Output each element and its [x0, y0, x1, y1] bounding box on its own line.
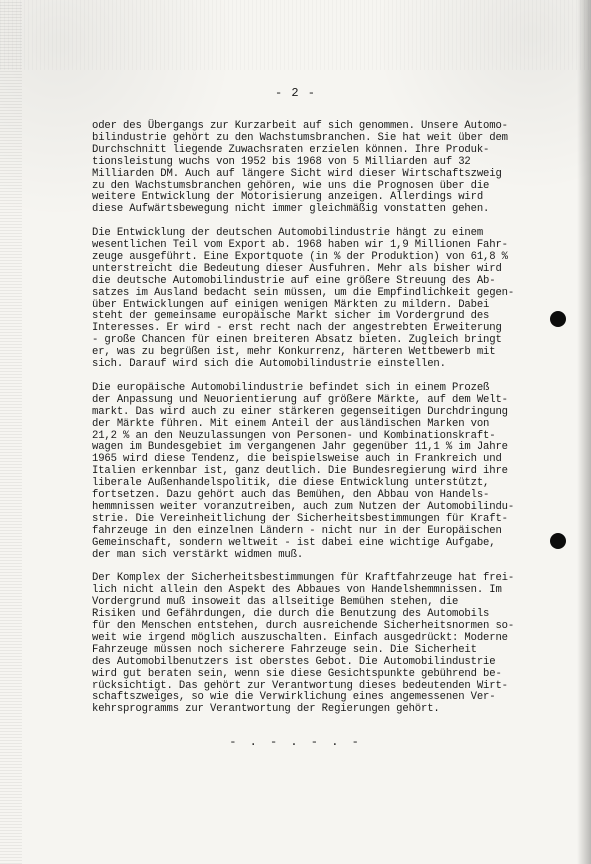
text-line: Gemeinschaft, sondern weltweit - ist dabei eine wichtige Aufgabe, [92, 536, 496, 549]
text-line: 21,2 % an den Neuzulassungen von Personen- und Kombinationskraft- [92, 429, 496, 442]
page-number: - 2 - [274, 86, 316, 100]
text-line: des Automobilbenutzers ist oberstes Gebot. Die Automobilindustrie [92, 655, 496, 668]
text-line: liberale Außenhandelspolitik, die diese Entwicklung unterstützt, [92, 477, 490, 490]
text-line: Fahrzeuge müssen noch sicherere Fahrzeuge sein. Die Sicherheit [92, 643, 477, 656]
text-line: Milliarden DM. Auch auf längere Sicht wird dieser Wirtschaftszweig [92, 167, 502, 180]
text-line: lich nicht allein den Aspekt des Abbaues von Handelshemmnissen. Im [92, 584, 502, 597]
text-line: wesentlichen Teil vom Export ab. 1968 haben wir 1,9 Millionen Fahr- [92, 239, 508, 252]
text-line: weitere Entwicklung der Motorisierung anzeigen. Allerdings wird [92, 191, 484, 204]
text-line: weit wie irgend möglich auszuschalten. Einfach ausgedrückt: Moderne [92, 631, 508, 644]
binder-hole-bottom [550, 533, 566, 549]
text-line: Der Komplex der Sicherheitsbestimmungen für Kraftfahrzeuge hat frei- [92, 572, 515, 585]
text-line: rücksichtigt. Das gehört zur Verantwortung dieses bedeutenden Wirt- [92, 679, 508, 692]
text-line: der Anpassung und Neuorientierung auf größere Märkte, auf dem Welt- [92, 393, 508, 406]
text-line: die deutsche Automobilindustrie auf eine größere Streuung des Ab- [92, 274, 496, 287]
paragraph-2 [92, 228, 540, 371]
text-line: 1965 wird diese Tendenz, die beispielsweise auch in Frankreich und [92, 453, 502, 466]
text-line: der Märkte führen. Mit einem Anteil der ausländischen Marken von [92, 417, 490, 430]
text-line: wird gut beraten sein, wenn sie diese Gesichtspunkte gebührend be- [92, 667, 502, 680]
text-line: unterstreicht die Bedeutung dieser Ausfuhren. Mehr als bisher wird [92, 262, 502, 275]
text-line: der man sich verstärkt widmen muß. [92, 548, 304, 561]
end-mark: - . - . - . - [229, 735, 362, 749]
text-line: oder des Übergangs zur Kurzarbeit auf sich genommen. Unsere Automo- [92, 120, 508, 132]
text-line: fortsetzen. Dazu gehört auch das Bemühen, den Abbau von Handels- [92, 489, 490, 502]
text-line: schaftszweiges, so wie die Verwirklichung eines angemessenen Ver- [92, 691, 496, 704]
scan-noise-top [0, 0, 591, 70]
text-line: Italien erkennbar ist, ganz deutlich. Die Bundesregierung wird ihre [92, 465, 508, 478]
text-line: markt. Das wird auch zu einer stärkeren gegenseitigen Durchdringung [92, 405, 508, 418]
text-line: Durchschnitt liegende Zuwachsraten erzielen können. Ihre Produk- [92, 143, 490, 156]
text-line: er, was zu begrüßen ist, mehr Konkurrenz, härteren Wettbewerb mit [92, 346, 496, 359]
text-line: Die europäische Automobilindustrie befindet sich in einem Prozeß [92, 381, 490, 394]
document-body [92, 121, 540, 728]
text-line: steht der gemeinsame europäische Markt sicher im Vordergrund des [92, 310, 490, 323]
text-line: Vordergrund muß insoweit das allseitige Bemühen stehen, die [92, 596, 459, 609]
text-line: Risiken und Gefährdungen, die durch die Benutzung des Automobils [92, 608, 490, 621]
text-line: hemmnissen weiter voranzutreiben, auch zum Nutzen der Automobilindu- [92, 500, 515, 513]
text-line: Die Entwicklung der deutschen Automobilindustrie hängt zu einem [92, 227, 484, 240]
paragraph-1 [92, 121, 540, 216]
text-line: satzes im Ausland bedacht sein müssen, um die Empfindlichkeit gegen- [92, 286, 515, 299]
text-line: tionsleistung wuchs von 1952 bis 1968 von 5 Milliarden auf 32 [92, 155, 471, 168]
text-line: für den Menschen entstehen, durch ausreichende Sicherheitsnormen so- [92, 620, 515, 633]
text-line: - große Chancen für einen breiteren Absatz bieten. Zugleich bringt [92, 334, 502, 347]
text-line: sich. Darauf wird sich die Automobilindustrie einstellen. [92, 358, 446, 371]
paragraph-4 [92, 573, 540, 716]
text-line: kehrsprogramms zur Verantwortung der Regierungen gehört. [92, 703, 440, 716]
paragraph-3 [92, 383, 540, 562]
text-line: über Entwicklungen auf einigen wenigen Märkten zu mildern. Dabei [92, 298, 490, 311]
text-line: diese Aufwärtsbewegung nicht immer gleichmäßig vonstatten gehen. [92, 203, 490, 216]
text-line: bilindustrie gehört zu den Wachstumsbranchen. Sie hat weit über dem [92, 131, 508, 144]
text-line: zeuge ausgeführt. Eine Exportquote (in % der Produktion) von 61,8 % [92, 250, 508, 263]
text-line: zu den Wachstumsbranchen gehören, wie uns die Prognosen über die [92, 179, 490, 192]
text-line: fahrzeuge in den einzelnen Ländern - nicht nur in der Europäischen [92, 524, 502, 537]
text-line: strie. Die Vereinheitlichung der Sicherheitsbestimmungen für Kraft- [92, 512, 508, 525]
binder-hole-top [550, 311, 566, 327]
text-line: Interesses. Er wird - erst recht nach der angestrebten Erweiterung [92, 322, 502, 335]
text-line: wagen im Bundesgebiet im vergangenen Jahr gegenüber 11,1 % im Jahre [92, 441, 508, 454]
